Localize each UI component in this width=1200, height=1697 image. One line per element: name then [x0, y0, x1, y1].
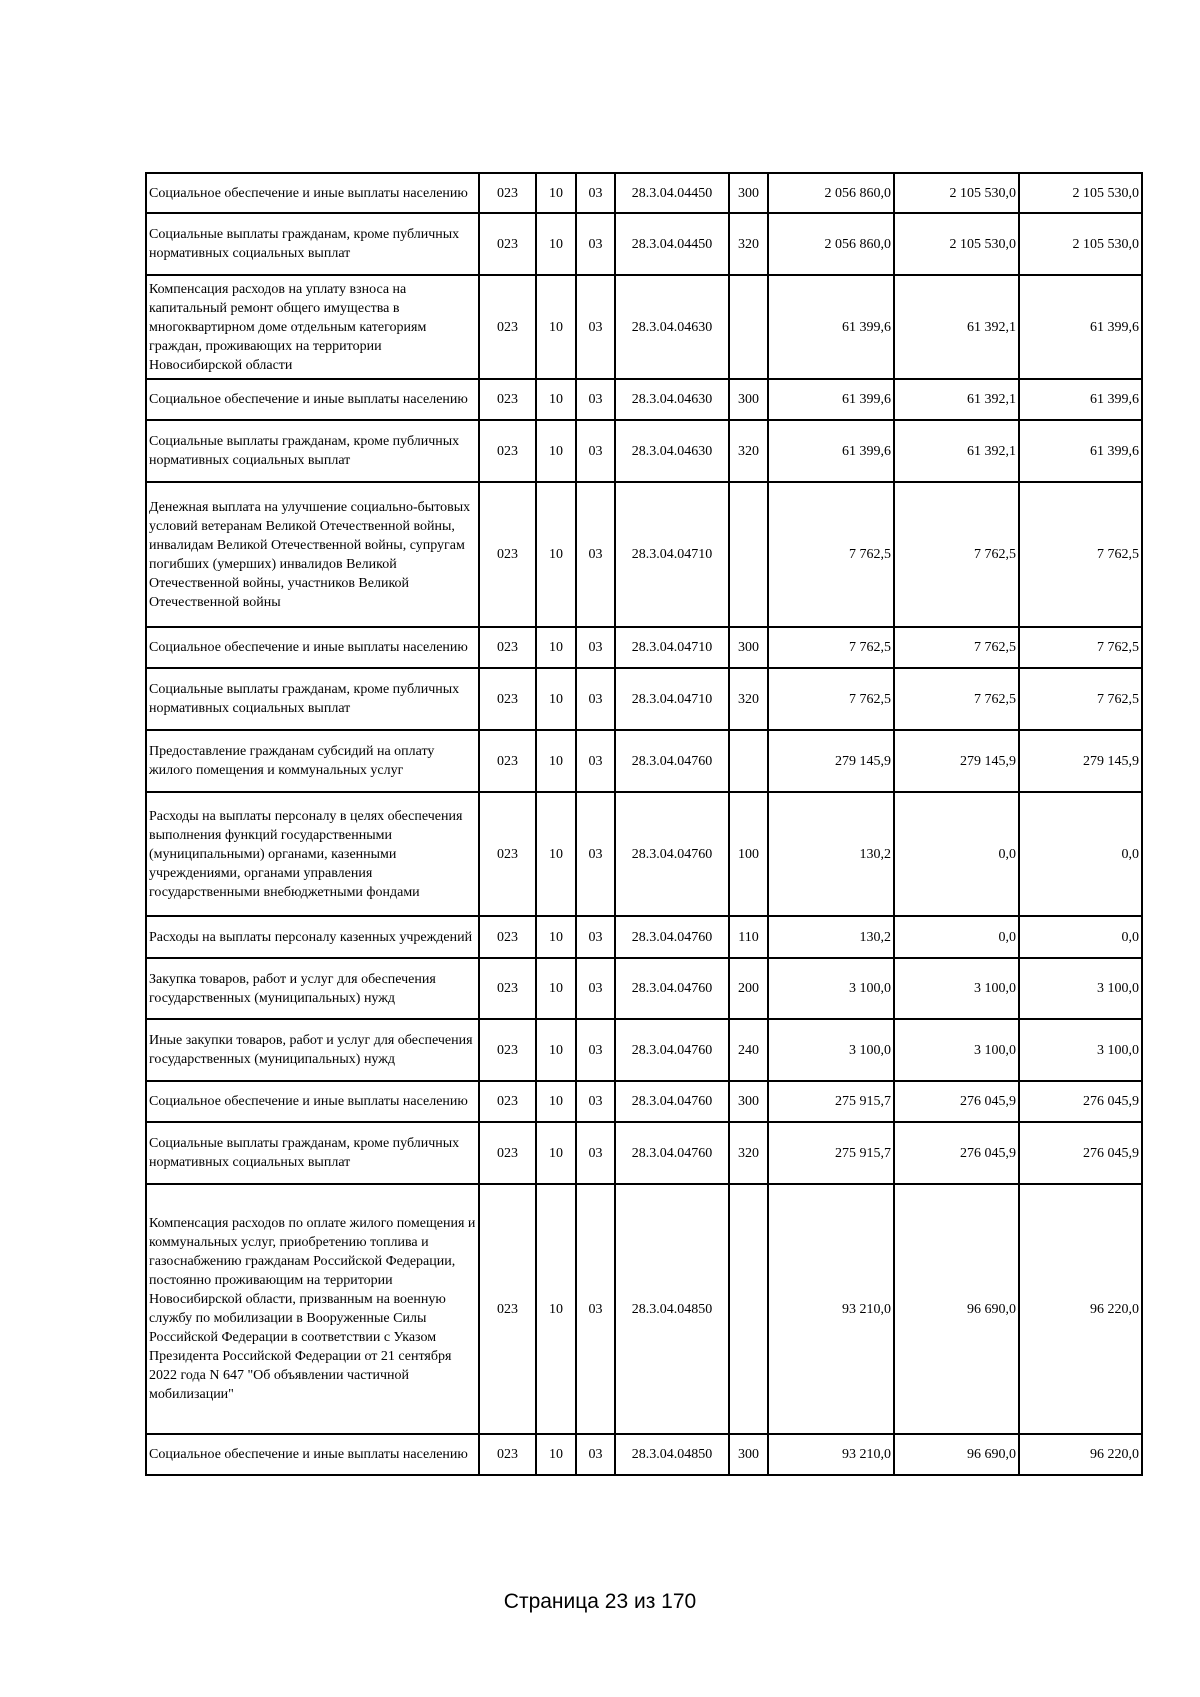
amount-year3-cell: 7 762,5 — [1019, 668, 1142, 730]
expense-type-cell — [729, 275, 768, 379]
amount-year2-cell: 2 105 530,0 — [894, 213, 1019, 275]
amount-year2-cell: 0,0 — [894, 792, 1019, 916]
amount-year3-cell: 96 220,0 — [1019, 1184, 1142, 1434]
expense-type-cell: 300 — [729, 1434, 768, 1475]
amount-year3-cell: 0,0 — [1019, 916, 1142, 958]
amount-year2-cell: 279 145,9 — [894, 730, 1019, 792]
amount-year1-cell: 7 762,5 — [768, 668, 894, 730]
section-cell: 10 — [536, 1434, 576, 1475]
amount-year3-cell: 96 220,0 — [1019, 1434, 1142, 1475]
table-row — [146, 1184, 1142, 1434]
target-article-cell: 28.3.04.04760 — [615, 730, 729, 792]
amount-year3-cell: 7 762,5 — [1019, 482, 1142, 627]
amount-year2-cell: 7 762,5 — [894, 668, 1019, 730]
amount-year3-cell: 276 045,9 — [1019, 1081, 1142, 1122]
amount-year1-cell: 275 915,7 — [768, 1122, 894, 1184]
table-row — [146, 420, 1142, 482]
amount-year1-cell: 7 762,5 — [768, 482, 894, 627]
section-cell: 10 — [536, 916, 576, 958]
grbs-cell: 023 — [479, 379, 536, 420]
expense-type-cell — [729, 482, 768, 627]
target-article-cell: 28.3.04.04710 — [615, 627, 729, 668]
row-name: Социальное обеспечение и иные выплаты населению — [146, 1081, 479, 1122]
expense-type-cell: 320 — [729, 420, 768, 482]
section-cell: 10 — [536, 730, 576, 792]
expense-type-cell: 300 — [729, 1081, 768, 1122]
expense-type-cell: 320 — [729, 1122, 768, 1184]
expense-type-cell — [729, 1184, 768, 1434]
amount-year3-cell: 276 045,9 — [1019, 1122, 1142, 1184]
section-cell: 10 — [536, 792, 576, 916]
subsection-cell: 03 — [576, 420, 615, 482]
section-cell: 10 — [536, 958, 576, 1019]
row-name: Закупка товаров, работ и услуг для обеспечения государственных (муниципальных) нужд — [146, 958, 479, 1019]
target-article-cell: 28.3.04.04760 — [615, 958, 729, 1019]
amount-year3-cell: 61 399,6 — [1019, 420, 1142, 482]
target-article-cell: 28.3.04.04850 — [615, 1434, 729, 1475]
section-cell: 10 — [536, 1122, 576, 1184]
grbs-cell: 023 — [479, 1019, 536, 1081]
subsection-cell: 03 — [576, 792, 615, 916]
subsection-cell: 03 — [576, 482, 615, 627]
grbs-cell: 023 — [479, 213, 536, 275]
amount-year3-cell: 279 145,9 — [1019, 730, 1142, 792]
amount-year1-cell: 279 145,9 — [768, 730, 894, 792]
amount-year1-cell: 3 100,0 — [768, 1019, 894, 1081]
section-cell: 10 — [536, 420, 576, 482]
grbs-cell: 023 — [479, 1122, 536, 1184]
subsection-cell: 03 — [576, 275, 615, 379]
table-row — [146, 668, 1142, 730]
amount-year1-cell: 7 762,5 — [768, 627, 894, 668]
amount-year1-cell: 61 399,6 — [768, 420, 894, 482]
row-name: Социальные выплаты гражданам, кроме публичных нормативных социальных выплат — [146, 213, 479, 275]
grbs-cell: 023 — [479, 792, 536, 916]
target-article-cell: 28.3.04.04710 — [615, 668, 729, 730]
expense-type-cell: 300 — [729, 379, 768, 420]
grbs-cell: 023 — [479, 668, 536, 730]
expense-type-cell: 300 — [729, 173, 768, 213]
subsection-cell: 03 — [576, 1019, 615, 1081]
subsection-cell: 03 — [576, 379, 615, 420]
table-row — [146, 958, 1142, 1019]
amount-year1-cell: 275 915,7 — [768, 1081, 894, 1122]
amount-year2-cell: 61 392,1 — [894, 379, 1019, 420]
row-name: Компенсация расходов по оплате жилого помещения и коммунальных услуг, приобретению топлива и газоснабжению гражданам Российской Федерации, постоянно проживающим на территории Новосибирской области, призванным на военную службу по мобилизации в Вооруженные Силы Российской Федерации в соответствии с Указом Президента Российской Федерации от 21 сентября 2022 года N 647 "Об объявлении частичной мобилизации" — [146, 1184, 479, 1434]
target-article-cell: 28.3.04.04450 — [615, 213, 729, 275]
amount-year1-cell: 93 210,0 — [768, 1184, 894, 1434]
row-name: Компенсация расходов на уплату взноса на капитальный ремонт общего имущества в многоквартирном доме отдельным категориям граждан, проживающих на территории Новосибирской области — [146, 275, 479, 379]
table-row — [146, 482, 1142, 627]
subsection-cell: 03 — [576, 173, 615, 213]
amount-year1-cell: 130,2 — [768, 916, 894, 958]
row-name: Социальные выплаты гражданам, кроме публичных нормативных социальных выплат — [146, 1122, 479, 1184]
table-row — [146, 1019, 1142, 1081]
grbs-cell: 023 — [479, 1184, 536, 1434]
row-name: Социальное обеспечение и иные выплаты населению — [146, 1434, 479, 1475]
table-row — [146, 173, 1142, 213]
table-row — [146, 275, 1142, 379]
budget-table — [145, 172, 1143, 1476]
subsection-cell: 03 — [576, 916, 615, 958]
target-article-cell: 28.3.04.04760 — [615, 916, 729, 958]
grbs-cell: 023 — [479, 420, 536, 482]
expense-type-cell: 200 — [729, 958, 768, 1019]
expense-type-cell: 240 — [729, 1019, 768, 1081]
amount-year2-cell: 96 690,0 — [894, 1434, 1019, 1475]
amount-year2-cell: 276 045,9 — [894, 1081, 1019, 1122]
section-cell: 10 — [536, 1019, 576, 1081]
row-name: Социальные выплаты гражданам, кроме публичных нормативных социальных выплат — [146, 668, 479, 730]
target-article-cell: 28.3.04.04760 — [615, 1122, 729, 1184]
amount-year2-cell: 7 762,5 — [894, 627, 1019, 668]
target-article-cell: 28.3.04.04760 — [615, 792, 729, 916]
row-name: Предоставление гражданам субсидий на оплату жилого помещения и коммунальных услуг — [146, 730, 479, 792]
table-row — [146, 213, 1142, 275]
grbs-cell: 023 — [479, 730, 536, 792]
amount-year1-cell: 93 210,0 — [768, 1434, 894, 1475]
amount-year2-cell: 7 762,5 — [894, 482, 1019, 627]
grbs-cell: 023 — [479, 275, 536, 379]
subsection-cell: 03 — [576, 1122, 615, 1184]
section-cell: 10 — [536, 213, 576, 275]
expense-type-cell — [729, 730, 768, 792]
target-article-cell: 28.3.04.04760 — [615, 1081, 729, 1122]
expense-type-cell: 110 — [729, 916, 768, 958]
table-row — [146, 1081, 1142, 1122]
amount-year1-cell: 130,2 — [768, 792, 894, 916]
table-row — [146, 792, 1142, 916]
table-row — [146, 1122, 1142, 1184]
table-row — [146, 1434, 1142, 1475]
amount-year1-cell: 2 056 860,0 — [768, 173, 894, 213]
amount-year3-cell: 3 100,0 — [1019, 958, 1142, 1019]
amount-year2-cell: 2 105 530,0 — [894, 173, 1019, 213]
grbs-cell: 023 — [479, 627, 536, 668]
amount-year3-cell: 3 100,0 — [1019, 1019, 1142, 1081]
table-row — [146, 916, 1142, 958]
subsection-cell: 03 — [576, 1434, 615, 1475]
amount-year2-cell: 0,0 — [894, 916, 1019, 958]
section-cell: 10 — [536, 1184, 576, 1434]
section-cell: 10 — [536, 1081, 576, 1122]
row-name: Социальное обеспечение и иные выплаты населению — [146, 627, 479, 668]
table-row — [146, 730, 1142, 792]
page-number: Страница 23 из 170 — [503, 1590, 697, 1613]
subsection-cell: 03 — [576, 213, 615, 275]
amount-year2-cell: 3 100,0 — [894, 1019, 1019, 1081]
row-name: Социальное обеспечение и иные выплаты населению — [146, 173, 479, 213]
grbs-cell: 023 — [479, 173, 536, 213]
section-cell: 10 — [536, 379, 576, 420]
target-article-cell: 28.3.04.04450 — [615, 173, 729, 213]
row-name: Расходы на выплаты персоналу в целях обеспечения выполнения функций государственными (муниципальными) органами, казенными учреждениями, органами управления государственными внебюджетными фондами — [146, 792, 479, 916]
subsection-cell: 03 — [576, 958, 615, 1019]
table-row — [146, 379, 1142, 420]
grbs-cell: 023 — [479, 1434, 536, 1475]
amount-year3-cell: 2 105 530,0 — [1019, 173, 1142, 213]
row-name: Иные закупки товаров, работ и услуг для обеспечения государственных (муниципальных) нужд — [146, 1019, 479, 1081]
row-name: Расходы на выплаты персоналу казенных учреждений — [146, 916, 479, 958]
expense-type-cell: 100 — [729, 792, 768, 916]
table-row — [146, 627, 1142, 668]
row-name: Социальные выплаты гражданам, кроме публичных нормативных социальных выплат — [146, 420, 479, 482]
amount-year2-cell: 96 690,0 — [894, 1184, 1019, 1434]
target-article-cell: 28.3.04.04630 — [615, 379, 729, 420]
subsection-cell: 03 — [576, 1081, 615, 1122]
target-article-cell: 28.3.04.04630 — [615, 275, 729, 379]
expense-type-cell: 320 — [729, 668, 768, 730]
target-article-cell: 28.3.04.04630 — [615, 420, 729, 482]
amount-year3-cell: 2 105 530,0 — [1019, 213, 1142, 275]
amount-year3-cell: 61 399,6 — [1019, 379, 1142, 420]
amount-year3-cell: 0,0 — [1019, 792, 1142, 916]
section-cell: 10 — [536, 275, 576, 379]
row-name: Социальное обеспечение и иные выплаты населению — [146, 379, 479, 420]
amount-year1-cell: 2 056 860,0 — [768, 213, 894, 275]
row-name: Денежная выплата на улучшение социально-бытовых условий ветеранам Великой Отечественной войны, инвалидам Великой Отечественной войны, супругам погибших (умерших) инвалидов Великой Отечественной войны, участников Великой Отечественной войны — [146, 482, 479, 627]
amount-year2-cell: 61 392,1 — [894, 275, 1019, 379]
amount-year3-cell: 7 762,5 — [1019, 627, 1142, 668]
section-cell: 10 — [536, 482, 576, 627]
amount-year1-cell: 3 100,0 — [768, 958, 894, 1019]
amount-year1-cell: 61 399,6 — [768, 275, 894, 379]
expense-type-cell: 300 — [729, 627, 768, 668]
section-cell: 10 — [536, 668, 576, 730]
amount-year2-cell: 276 045,9 — [894, 1122, 1019, 1184]
amount-year3-cell: 61 399,6 — [1019, 275, 1142, 379]
target-article-cell: 28.3.04.04760 — [615, 1019, 729, 1081]
subsection-cell: 03 — [576, 627, 615, 668]
grbs-cell: 023 — [479, 482, 536, 627]
section-cell: 10 — [536, 627, 576, 668]
subsection-cell: 03 — [576, 668, 615, 730]
grbs-cell: 023 — [479, 916, 536, 958]
section-cell: 10 — [536, 173, 576, 213]
amount-year1-cell: 61 399,6 — [768, 379, 894, 420]
amount-year2-cell: 61 392,1 — [894, 420, 1019, 482]
grbs-cell: 023 — [479, 1081, 536, 1122]
amount-year2-cell: 3 100,0 — [894, 958, 1019, 1019]
subsection-cell: 03 — [576, 1184, 615, 1434]
subsection-cell: 03 — [576, 730, 615, 792]
expense-type-cell: 320 — [729, 213, 768, 275]
target-article-cell: 28.3.04.04710 — [615, 482, 729, 627]
grbs-cell: 023 — [479, 958, 536, 1019]
target-article-cell: 28.3.04.04850 — [615, 1184, 729, 1434]
